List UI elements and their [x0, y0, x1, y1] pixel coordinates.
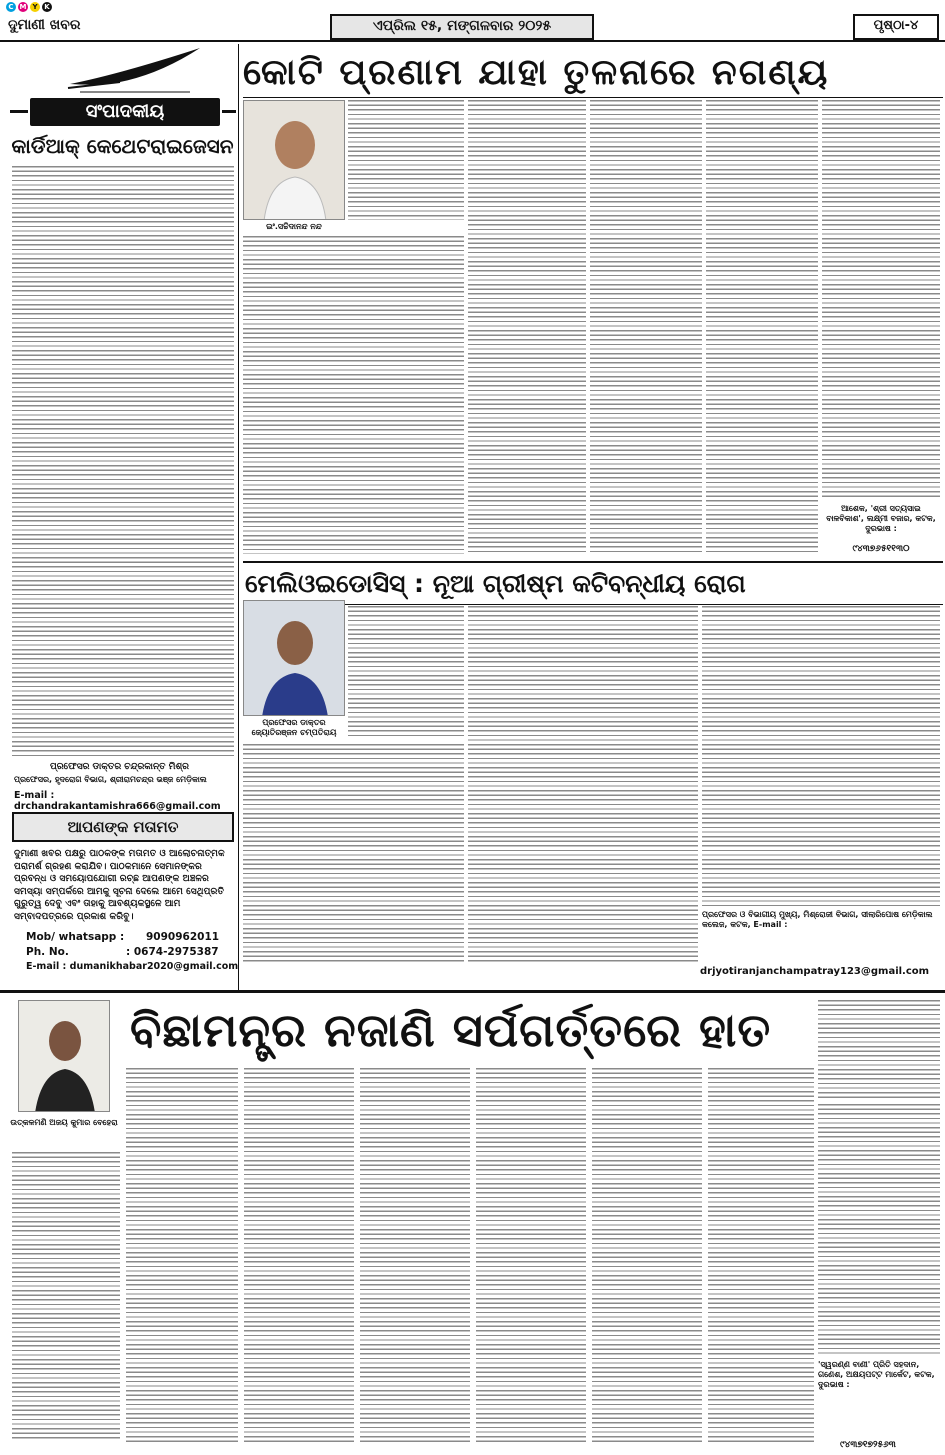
article-divider — [243, 561, 943, 563]
editorial-author-dept: ପ୍ରଫେସର, ହୃଦରୋଗ ବିଭାଗ, ଶ୍ରୀରାମଚନ୍ଦ୍ର ଭଞ୍ଜ ମେଡ଼ିକାଲ — [14, 775, 207, 784]
article3-headline: ବିଛାମନ୍ତ୍ର ନଜାଣି ସର୍ପଗର୍ତ୍ତରେ ହାତ — [130, 1003, 772, 1057]
opinion-box-title: ଆପଣଙ୍କ ମତାମତ — [12, 812, 234, 842]
column-rule — [238, 44, 239, 990]
article3-col2 — [126, 1068, 238, 1442]
article3-signoff: 'ସ୍ୱରଣ୍ଣ ବାଣୀ' ପ୍ରିତି ସହଦାନ, ଗଣେଶ, ଅକ୍ଷୟପଟ୍ଟ ମାର୍କେଟ, କଟକ, ଦୁରଭାଷ : — [818, 1360, 935, 1389]
cmyk-mark-c: C — [6, 2, 16, 12]
article3-phone: ୯୪୩୭୧୭୨୫୬୩ — [840, 1440, 896, 1450]
article1-col4 — [706, 100, 818, 554]
article3-col6 — [592, 1068, 702, 1442]
editorial-email: E-mail : drchandrakantamishra666@gmail.com — [14, 790, 221, 812]
page-header — [0, 14, 945, 38]
article3-col7 — [708, 1068, 814, 1442]
article2-headline: ମେଲିଓଇଡୋସିସ୍ : ନୂଆ ଗ୍ରୀଷ୍ମ କଟିବନ୍ଧୀୟ ରୋଗ — [245, 569, 746, 598]
article2-email: drjyotiranjanchampatray123@gmail.com — [700, 966, 930, 977]
header-rule — [0, 40, 945, 42]
cmyk-mark-m: M — [19, 3, 27, 11]
page-number: ପୃଷ୍ଠା-୪ — [853, 14, 939, 40]
article2-col1 — [243, 744, 464, 964]
article2-rule — [243, 604, 943, 605]
article1-rule — [243, 97, 943, 98]
article2-col2 — [468, 606, 698, 964]
editorial-author: ପ୍ରଫେସର ଡାକ୍ତର ଚନ୍ଦ୍ରକାନ୍ତ ମିଶ୍ର — [50, 762, 189, 772]
article1-photo-caption: ଇଂ.ସଚ୍ଚିଦାନନ୍ଦ ନନ୍ଦ — [266, 222, 322, 231]
article1-phone: ୯୪୩୭୬୫୧୧୩୦ — [852, 544, 910, 554]
opinion-box-text: ଦୁମାଣୀ ଖବର ପକ୍ଷରୁ ପାଠକଙ୍କ ମତାମତ ଓ ଆଲୋଚନାତ୍ମକ ପରାମର୍ଶ ଗ୍ରହଣ କରାଯିବ। ପାଠକମାନେ ସେମାନଙ୍କର ପ୍ରବନ୍ଧ ଓ ସମୟୋପଯୋଗୀ ରଚ୍ଛ ଆପଣଙ୍କ ଅଞ୍ଚଳର ସମସ୍ୟା ସମ୍ପର୍କରେ ଆମକୁ ସୂଚନା ଦେଲେ ଆମେ ସେଥିପ୍ରତି ଗୁରୁତ୍ୱ ଦେବୁ ଏବଂ ତାହାକୁ ଆବଶ୍ୟକସ୍ଥଳେ ଆମ ସମ୍ବାଦପତ୍ରରେ ପ୍ରକାଶ କରିବୁ। — [14, 848, 225, 922]
article2-signoff: ପ୍ରଫେସର ଓ ବିଭାଗୀୟ ମୁଖ୍ୟ, ମିଶ୍ରୋଜୀ ବିଭାଗ, ସୀଲାରିପୋଷ ମେଡ଼ିକାଲ କଲେଜ, କଟକ, E-mail : — [702, 910, 933, 929]
article3-photo-caption: ଉତ୍କଳମଣି ଅଜୟ କୁମାର ବେହେରା — [10, 1118, 118, 1127]
quill-pen-icon — [60, 44, 210, 96]
cmyk-mark-k: K — [42, 2, 52, 12]
mob-number: 9090962011 — [146, 931, 220, 943]
article3-col8 — [818, 1104, 940, 1354]
article1-signoff: ଆଶେକ, 'ଶ୍ରୀ ସତ୍ୟସାଇ ବାଳବିକାଶ', ଲକ୍ଷ୍ମୀ ବଜାର, କଟକ, ଦୁରଭାଷ : — [826, 504, 936, 533]
article3-col4 — [360, 1068, 470, 1442]
article1-col5 — [822, 100, 940, 500]
article2-col3 — [702, 606, 940, 906]
title-dash-right — [222, 110, 236, 113]
paper-name: ଦୁମାଣୀ ଖବର — [8, 17, 81, 33]
mob-label: Mob/ whatsapp : — [26, 931, 125, 943]
opinion-email: E-mail : dumanikhabar2020@gmail.com — [26, 961, 239, 972]
article1-col2 — [468, 100, 586, 554]
phone-number: : 0674-2975387 — [126, 946, 219, 958]
cmyk-registration-marks — [6, 2, 52, 12]
article1-col3 — [590, 100, 702, 554]
article1-author-photo — [243, 100, 345, 220]
article2-photo-caption: ପ୍ରଫେସର ଡାକ୍ତର ଜ୍ୟୋତିରଞ୍ଜନ ଚମ୍ପତିରାୟ — [251, 718, 337, 737]
phone-label: Ph. No. — [26, 946, 69, 958]
article3-author-photo — [18, 1000, 110, 1112]
issue-date: ଏପ୍ରିଲ ୧୫, ମଙ୍ଗଳବାର ୨୦୨୫ — [330, 14, 594, 40]
editorial-headline: କାର୍ଡିଆକ୍ କେଥେଟରାଇଜେସନ — [11, 134, 234, 158]
article2-author-photo — [243, 600, 345, 716]
article3-col3 — [244, 1068, 354, 1442]
article3-col5 — [476, 1068, 586, 1442]
section-divider — [0, 990, 945, 993]
article3-col6-top — [818, 1000, 940, 1100]
cmyk-mark-y: Y — [30, 2, 40, 12]
article1-headline: କୋଟି ପ୍ରଣାମ ଯାହା ତୁଳନାରେ ନଗଣ୍ୟ — [243, 52, 830, 93]
article2-col1-top — [348, 606, 464, 738]
article3-col1 — [12, 1152, 120, 1442]
editorial-body-text — [12, 166, 234, 756]
title-dash-left — [10, 110, 28, 113]
article1-col1-top — [348, 100, 464, 220]
editorial-title: ସଂପାଦକୀୟ — [30, 98, 220, 126]
article1-col1 — [243, 236, 464, 554]
